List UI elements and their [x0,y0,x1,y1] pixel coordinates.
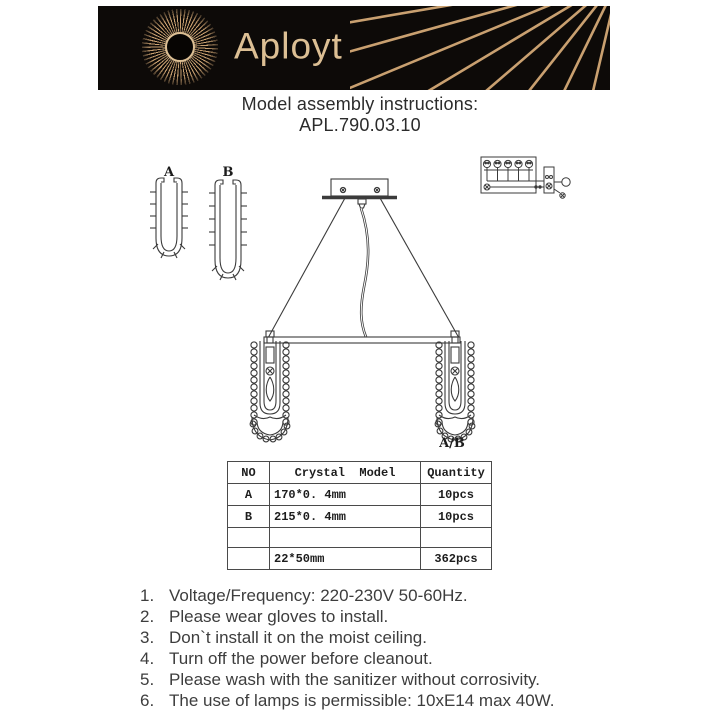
cell-qty [421,528,492,548]
wiring-diagram [481,157,570,198]
col-header-model: Crystal Model [270,462,421,484]
supply-connection [562,178,570,186]
table-row [228,528,492,548]
cell-qty: 10pcs [421,484,492,506]
item-number: 3. [140,628,155,647]
cell-no [228,528,270,548]
cell-qty: 10pcs [421,506,492,528]
item-text: Don`t install it on the moist ceiling. [169,628,427,647]
item-text: The use of lamps is permissible: 10xE14 max 40W. [169,691,555,710]
power-cable [361,208,368,337]
item-text: Voltage/Frequency: 220-230V 50-60Hz. [169,586,468,605]
item-number: 1. [140,586,155,605]
item-text: Turn off the power before cleanout. [169,649,433,668]
cell-qty: 362pcs [421,548,492,570]
strand-a-label: A [163,165,175,180]
instruction-item [140,669,555,690]
crystal-strand-a-drawing [150,165,188,258]
item-number: 5. [140,670,155,689]
parts-table [227,461,492,570]
item-text: Please wear gloves to install. [169,607,389,626]
lamp-unit-left [250,337,290,442]
cell-model: 215*0. 4mm [270,506,421,528]
instruction-item [140,648,555,669]
cell-model: 22*50mm [270,548,421,570]
lamp-sockets [483,160,532,167]
cell-no: B [228,506,270,528]
instruction-item [140,690,555,711]
crystal-strand-b-drawing [209,165,247,280]
cell-no: A [228,484,270,506]
cell-model [270,528,421,548]
item-text: Please wash with the sanitizer without corrosivity. [169,670,541,689]
item-number: 6. [140,691,155,710]
instruction-list [140,585,555,711]
cell-model: 170*0. 4mm [270,484,421,506]
brand-name: Aployt [234,25,343,67]
cell-no [228,548,270,570]
instruction-item [140,606,555,627]
item-number: 4. [140,649,155,668]
col-header-quantity: Quantity [421,462,492,484]
item-number: 2. [140,607,155,626]
table-row [228,484,492,506]
lamp-ref-label: A/B [439,436,465,451]
suspension-wire-left [268,198,345,338]
col-header-no: NO [228,462,270,484]
table-header-row [228,462,492,484]
table-row [228,506,492,528]
chandelier-drawing [250,179,475,451]
ceiling-mount [322,179,397,208]
instruction-item [140,585,555,606]
lamp-unit-right [435,337,475,442]
title-line1: Model assembly instructions: [241,94,479,114]
model-number: APL.790.03.10 [299,115,421,135]
instruction-item [140,627,555,648]
strand-b-label: B [222,165,234,180]
frame-bar [264,337,460,343]
table-row [228,548,492,570]
suspension-wire-right [380,198,459,338]
